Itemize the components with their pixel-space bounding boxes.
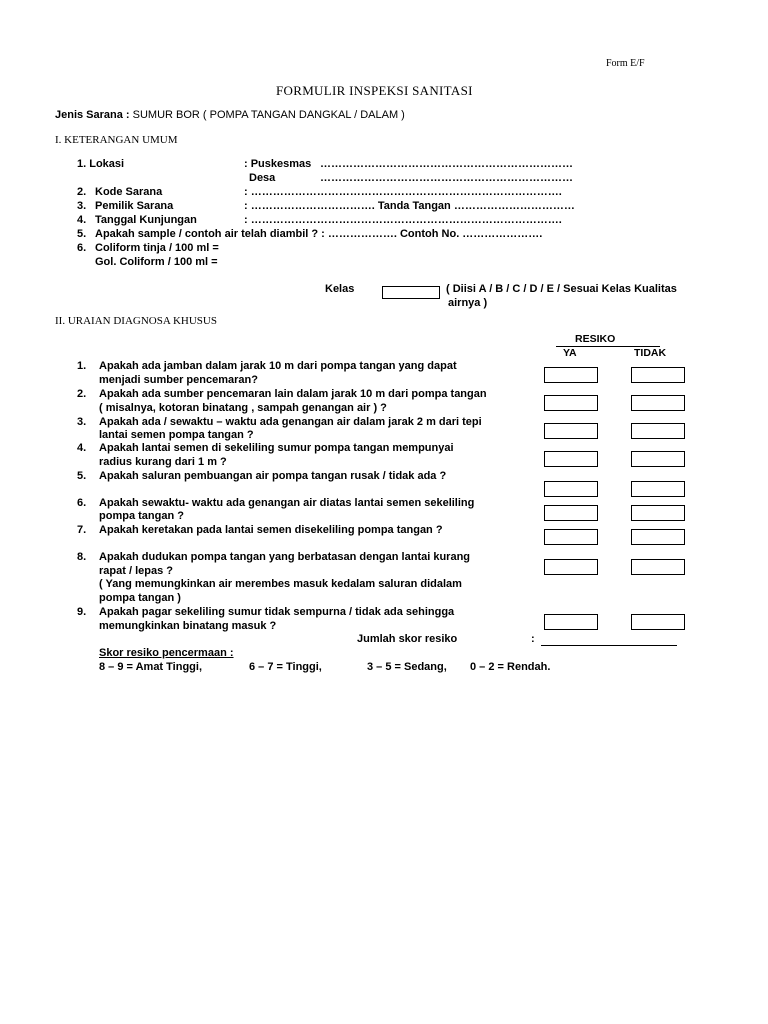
section-1-heading: I. KETERANGAN UMUM: [55, 134, 178, 146]
tidak-checkbox[interactable]: [631, 559, 685, 575]
question-text: pompa tangan ): [99, 592, 181, 604]
ya-checkbox[interactable]: [544, 481, 598, 497]
ya-checkbox[interactable]: [544, 614, 598, 630]
question-text: pompa tangan ?: [99, 510, 184, 522]
question-num: 7.: [77, 524, 87, 536]
question-text: Apakah saluran pembuangan air pompa tangan rusak / tidak ada ?: [99, 470, 447, 482]
coliform-num: 6.: [77, 242, 87, 254]
jumlah-skor-colon: :: [531, 633, 535, 645]
desa-label: Desa: [249, 172, 276, 184]
question-text: rapat / lepas ?: [99, 565, 173, 577]
jenis-sarana-label: Jenis Sarana :: [55, 109, 133, 121]
question-num: 6.: [77, 497, 87, 509]
question-text: Apakah sewaktu- waktu ada genangan air diatas lantai semen sekeliling: [99, 497, 475, 509]
tidak-checkbox[interactable]: [631, 451, 685, 467]
pemilik-num: 3.: [77, 200, 87, 212]
kelas-label: Kelas: [325, 283, 355, 295]
tidak-checkbox[interactable]: [631, 529, 685, 545]
skor-heading: Skor resiko pencermaan :: [99, 647, 234, 659]
question-text: menjadi sumber pencemaran?: [99, 374, 258, 386]
lokasi-label: 1. Lokasi: [77, 158, 125, 170]
question-text: Apakah ada jamban dalam jarak 10 m dari pompa tangan yang dapat: [99, 360, 457, 372]
ya-header: YA: [563, 347, 577, 359]
jumlah-skor-input[interactable]: [541, 645, 677, 646]
skor-amat-tinggi: 8 – 9 = Amat Tinggi,: [99, 661, 203, 673]
question-num: 9.: [77, 606, 87, 618]
ya-checkbox[interactable]: [544, 529, 598, 545]
gol-coliform-label: Gol. Coliform / 100 ml =: [95, 256, 218, 268]
tidak-header: TIDAK: [634, 347, 667, 359]
question-num: 2.: [77, 388, 87, 400]
tanggal-field[interactable]: : ………………………………………………………………………….: [244, 214, 562, 226]
tidak-checkbox[interactable]: [631, 423, 685, 439]
tidak-checkbox[interactable]: [631, 505, 685, 521]
kelas-note-1: ( Diisi A / B / C / D / E / Sesuai Kelas Kualitas: [446, 283, 677, 295]
section-2-heading: II. URAIAN DIAGNOSA KHUSUS: [55, 315, 217, 327]
resiko-header: RESIKO: [575, 333, 616, 345]
tanggal-num: 4.: [77, 214, 87, 226]
question-text: Apakah ada sumber pencemaran lain dalam jarak 10 m dari pompa tangan: [99, 388, 487, 400]
pemilik-label: Pemilik Sarana: [95, 200, 174, 212]
sample-question[interactable]: Apakah sample / contoh air telah diambil ? : ………………. Contoh No. ………………….: [95, 228, 543, 240]
question-text: Apakah ada / sewaktu – waktu ada genangan air dalam jarak 2 m dari tepi: [99, 416, 482, 428]
form-title: FORMULIR INSPEKSI SANITASI: [276, 83, 473, 98]
question-num: 3.: [77, 416, 87, 428]
puskesmas-label: : Puskesmas: [244, 158, 312, 170]
ya-checkbox[interactable]: [544, 395, 598, 411]
question-num: 1.: [77, 360, 87, 372]
ya-checkbox[interactable]: [544, 505, 598, 521]
jenis-sarana: [55, 109, 405, 121]
question-text: lantai semen pompa tangan ?: [99, 429, 254, 441]
question-text: Apakah keretakan pada lantai semen disekeliling pompa tangan ?: [99, 524, 443, 536]
ya-checkbox[interactable]: [544, 423, 598, 439]
question-text: ( Yang memungkinkan air merembes masuk kedalam saluran didalam: [99, 578, 462, 590]
ya-checkbox[interactable]: [544, 367, 598, 383]
kelas-note-2: airnya ): [448, 297, 488, 309]
tidak-checkbox[interactable]: [631, 367, 685, 383]
kelas-input-box[interactable]: [382, 286, 440, 299]
tidak-checkbox[interactable]: [631, 481, 685, 497]
question-text: Apakah pagar sekeliling sumur tidak sempurna / tidak ada sehingga: [99, 606, 455, 618]
coliform-label: Coliform tinja / 100 ml =: [95, 242, 219, 254]
ya-checkbox[interactable]: [544, 559, 598, 575]
skor-rendah: 0 – 2 = Rendah.: [470, 661, 551, 673]
question-num: 4.: [77, 442, 87, 454]
kode-field[interactable]: : ………………………………………………………………………….: [244, 186, 562, 198]
puskesmas-dots[interactable]: ……………………………………………………………: [320, 158, 573, 170]
question-text: Apakah dudukan pompa tangan yang berbatasan dengan lantai kurang: [99, 551, 471, 563]
sample-num: 5.: [77, 228, 87, 240]
question-text: ( misalnya, kotoran binatang , sampah genangan air ) ?: [99, 402, 387, 414]
skor-tinggi: 6 – 7 = Tinggi,: [249, 661, 322, 673]
ya-checkbox[interactable]: [544, 451, 598, 467]
tidak-checkbox[interactable]: [631, 395, 685, 411]
tidak-checkbox[interactable]: [631, 614, 685, 630]
jenis-sarana-value: SUMUR BOR ( POMPA TANGAN DANGKAL / DALAM ): [132, 109, 405, 121]
pemilik-field[interactable]: : ……………………………. Tanda Tangan ……………………………: [244, 200, 575, 212]
desa-dots[interactable]: ……………………………………………………………: [320, 172, 573, 184]
question-text: memungkinkan binatang masuk ?: [99, 620, 277, 632]
question-num: 8.: [77, 551, 87, 563]
question-text: radius kurang dari 1 m ?: [99, 456, 227, 468]
question-num: 5.: [77, 470, 87, 482]
tanggal-label: Tanggal Kunjungan: [95, 214, 197, 226]
question-text: Apakah lantai semen di sekeliling sumur pompa tangan mempunyai: [99, 442, 454, 454]
kode-label: Kode Sarana: [95, 186, 163, 198]
kode-num: 2.: [77, 186, 87, 198]
jumlah-skor-label: Jumlah skor resiko: [357, 633, 458, 645]
skor-sedang: 3 – 5 = Sedang,: [367, 661, 447, 673]
form-code: Form E/F: [606, 58, 645, 69]
